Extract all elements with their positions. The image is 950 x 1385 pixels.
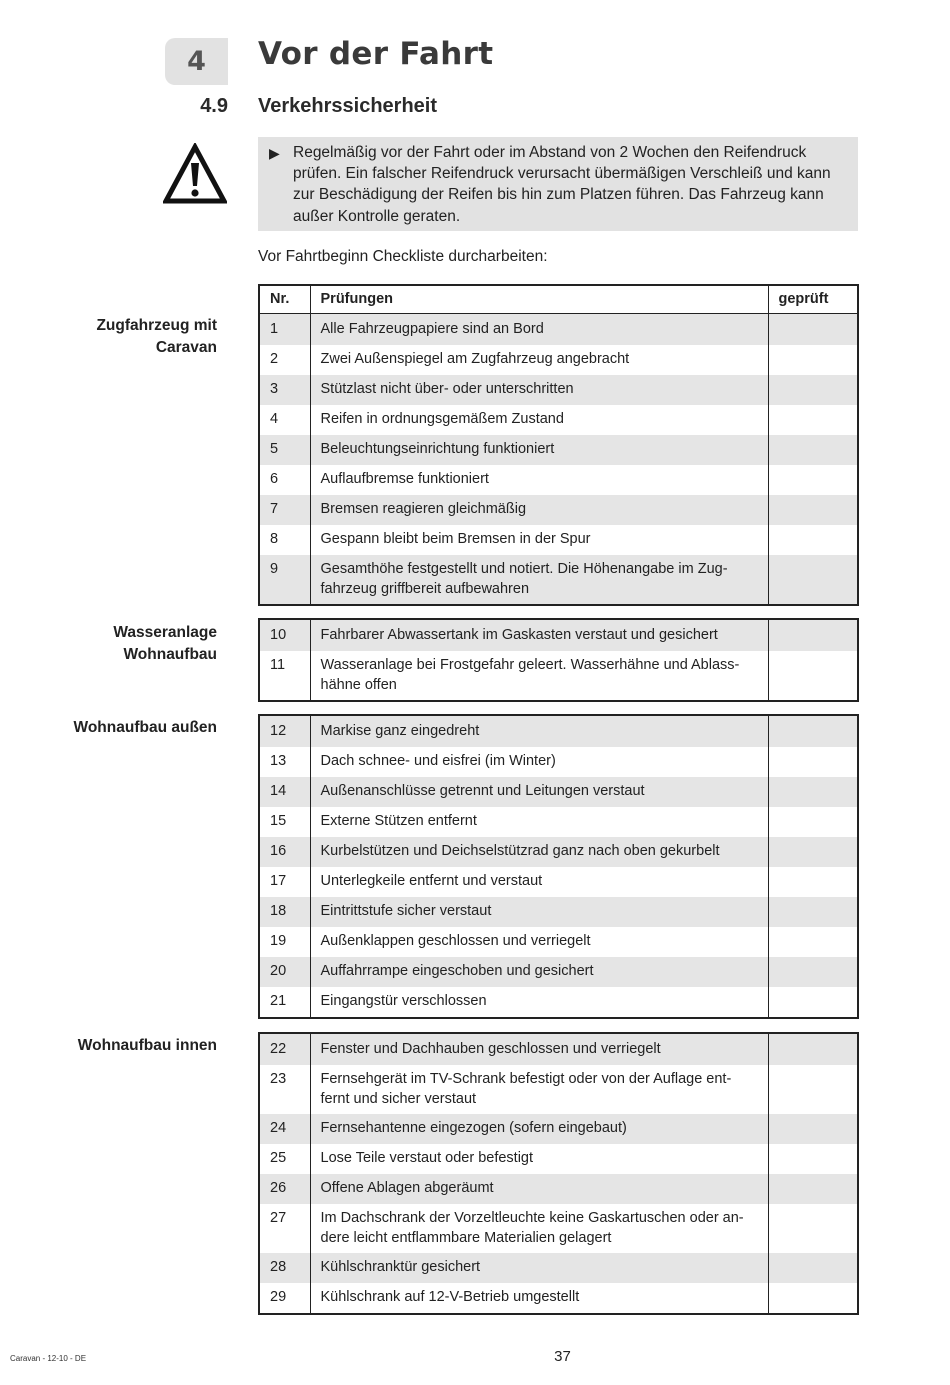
row-checked-cell[interactable]	[768, 1283, 858, 1314]
row-checked-cell[interactable]	[768, 619, 858, 651]
row-number: 16	[259, 837, 310, 867]
row-checked-cell[interactable]	[768, 1253, 858, 1283]
checklist-row	[259, 435, 858, 465]
row-number: 14	[259, 777, 310, 807]
group-label-water: Wasseranlage Wohnaufbau	[113, 624, 217, 663]
warning-text: Regelmäßig vor der Fahrt oder im Abstand von 2 Wochen den Reifendruck prüfen. Ein falscher Reifendruck verursacht übermäßigen Verschleiß und kann zur Beschädigung der Reifen bis hin zum Platzen führen. Das Fahrzeug kann außer Kontrolle geraten.	[293, 144, 831, 225]
row-check-text: Lose Teile verstaut oder befestigt	[310, 1144, 768, 1174]
checklist-row	[259, 465, 858, 495]
row-checked-cell[interactable]	[768, 747, 858, 777]
row-number: 13	[259, 747, 310, 777]
row-number: 17	[259, 867, 310, 897]
checklist-table-water	[258, 618, 859, 702]
row-number: 1	[259, 314, 310, 346]
row-check-text: Dach schnee- und eisfrei (im Winter)	[310, 747, 768, 777]
warning-box	[258, 137, 858, 231]
row-number: 29	[259, 1283, 310, 1314]
checklist-row	[259, 807, 858, 837]
checklist-row	[259, 1204, 858, 1253]
row-checked-cell[interactable]	[768, 987, 858, 1018]
row-number: 26	[259, 1174, 310, 1204]
row-checked-cell[interactable]	[768, 777, 858, 807]
row-checked-cell[interactable]	[768, 375, 858, 405]
checklist-row	[259, 1174, 858, 1204]
checklist-row	[259, 314, 858, 346]
bullet-arrow-icon: ▶	[269, 145, 280, 161]
row-checked-cell[interactable]	[768, 465, 858, 495]
checklist-row	[259, 837, 858, 867]
row-number: 7	[259, 495, 310, 525]
row-check-text: Fenster und Dachhauben geschlossen und verriegelt	[310, 1033, 768, 1065]
page-number: 37	[554, 1348, 571, 1365]
row-checked-cell[interactable]	[768, 555, 858, 605]
checklist-row	[259, 987, 858, 1018]
row-check-text: Außenklappen geschlossen und verriegelt	[310, 927, 768, 957]
row-check-text: Markise ganz eingedreht	[310, 715, 768, 747]
checklist-table-towing	[258, 284, 859, 606]
row-check-text: Auflaufbremse funktioniert	[310, 465, 768, 495]
row-number: 20	[259, 957, 310, 987]
row-number: 15	[259, 807, 310, 837]
checklist-intro: Vor Fahrtbeginn Checkliste durcharbeiten:	[258, 248, 548, 265]
row-check-text: Eingangstür verschlossen	[310, 987, 768, 1018]
checklist-row	[259, 345, 858, 375]
row-number: 28	[259, 1253, 310, 1283]
row-number: 24	[259, 1114, 310, 1144]
row-checked-cell[interactable]	[768, 715, 858, 747]
row-check-text: Beleuchtungseinrichtung funktioniert	[310, 435, 768, 465]
checklist-row	[259, 957, 858, 987]
row-check-text: Gespann bleibt beim Bremsen in der Spur	[310, 525, 768, 555]
checklist-row	[259, 405, 858, 435]
checklist-row	[259, 927, 858, 957]
row-check-text: Kühlschranktür gesichert	[310, 1253, 768, 1283]
checklist-row	[259, 777, 858, 807]
row-number: 23	[259, 1065, 310, 1114]
row-number: 2	[259, 345, 310, 375]
row-check-text: Wasseranlage bei Frostgefahr geleert. Wasserhähne und Ablass-hähne offen	[310, 651, 768, 701]
row-checked-cell[interactable]	[768, 495, 858, 525]
checklist-row	[259, 867, 858, 897]
checklist-row	[259, 651, 858, 701]
row-number: 18	[259, 897, 310, 927]
row-number: 11	[259, 651, 310, 701]
row-number: 3	[259, 375, 310, 405]
row-check-text: Fahrbarer Abwassertank im Gaskasten verstaut und gesichert	[310, 619, 768, 651]
row-checked-cell[interactable]	[768, 1144, 858, 1174]
checklist-row	[259, 375, 858, 405]
row-checked-cell[interactable]	[768, 405, 858, 435]
group-label-interior: Wohnaufbau innen	[77, 1037, 217, 1054]
warning-triangle-icon	[163, 143, 227, 205]
row-checked-cell[interactable]	[768, 314, 858, 346]
row-check-text: Im Dachschrank der Vorzeltleuchte keine Gaskartuschen oder an-dere leicht entflammbare Materialien gelagert	[310, 1204, 768, 1253]
row-checked-cell[interactable]	[768, 1065, 858, 1114]
checklist-row	[259, 1065, 858, 1114]
checklist-row	[259, 1144, 858, 1174]
row-checked-cell[interactable]	[768, 525, 858, 555]
checklist-row	[259, 897, 858, 927]
row-check-text: Bremsen reagieren gleichmäßig	[310, 495, 768, 525]
row-checked-cell[interactable]	[768, 897, 858, 927]
checklist-row	[259, 525, 858, 555]
row-checked-cell[interactable]	[768, 651, 858, 701]
chapter-number: 4	[165, 38, 228, 85]
checklist-row	[259, 619, 858, 651]
row-checked-cell[interactable]	[768, 1033, 858, 1065]
footer-doc-id: Caravan - 12-10 - DE	[10, 1354, 87, 1363]
row-checked-cell[interactable]	[768, 927, 858, 957]
checklist-row	[259, 747, 858, 777]
row-check-text: Stützlast nicht über- oder unterschritten	[310, 375, 768, 405]
row-number: 25	[259, 1144, 310, 1174]
row-check-text: Auffahrrampe eingeschoben und gesichert	[310, 957, 768, 987]
chapter-title: Vor der Fahrt	[258, 36, 494, 72]
row-number: 22	[259, 1033, 310, 1065]
header-checked: geprüft	[768, 285, 858, 314]
row-check-text: Zwei Außenspiegel am Zugfahrzeug angebracht	[310, 345, 768, 375]
row-checked-cell[interactable]	[768, 435, 858, 465]
row-checked-cell[interactable]	[768, 345, 858, 375]
row-check-text: Außenanschlüsse getrennt und Leitungen verstaut	[310, 777, 768, 807]
row-number: 6	[259, 465, 310, 495]
header-checks: Prüfungen	[310, 285, 768, 314]
row-check-text: Kühlschrank auf 12-V-Betrieb umgestellt	[310, 1283, 768, 1314]
row-check-text: Eintrittstufe sicher verstaut	[310, 897, 768, 927]
section-number: 4.9	[200, 95, 228, 117]
checklist-row	[259, 715, 858, 747]
checklist-table-interior	[258, 1032, 859, 1315]
header-nr: Nr.	[259, 285, 310, 314]
row-check-text: Fernsehantenne eingezogen (sofern eingebaut)	[310, 1114, 768, 1144]
group-label-exterior: Wohnaufbau außen	[73, 719, 217, 736]
row-check-text: Externe Stützen entfernt	[310, 807, 768, 837]
row-checked-cell[interactable]	[768, 1174, 858, 1204]
checklist-row	[259, 1253, 858, 1283]
row-number: 8	[259, 525, 310, 555]
row-check-text: Fernsehgerät im TV-Schrank befestigt oder von der Auflage ent-fernt und sicher verstaut	[310, 1065, 768, 1114]
row-number: 4	[259, 405, 310, 435]
row-checked-cell[interactable]	[768, 837, 858, 867]
row-number: 9	[259, 555, 310, 605]
checklist-row	[259, 1283, 858, 1314]
row-checked-cell[interactable]	[768, 1204, 858, 1253]
checklist-row	[259, 1033, 858, 1065]
row-check-text: Alle Fahrzeugpapiere sind an Bord	[310, 314, 768, 346]
row-check-text: Kurbelstützen und Deichselstützrad ganz nach oben gekurbelt	[310, 837, 768, 867]
row-number: 10	[259, 619, 310, 651]
group-label-towing: Zugfahrzeug mit Caravan	[96, 317, 217, 356]
row-check-text: Gesamthöhe festgestellt und notiert. Die Höhenangabe im Zug-fahrzeug griffbereit aufbewahren	[310, 555, 768, 605]
row-checked-cell[interactable]	[768, 1114, 858, 1144]
row-check-text: Offene Ablagen abgeräumt	[310, 1174, 768, 1204]
row-checked-cell[interactable]	[768, 957, 858, 987]
checklist-table-exterior	[258, 714, 859, 1019]
row-number: 12	[259, 715, 310, 747]
row-number: 21	[259, 987, 310, 1018]
row-number: 19	[259, 927, 310, 957]
section-title: Verkehrssicherheit	[258, 95, 437, 117]
checklist-row	[259, 1114, 858, 1144]
row-number: 27	[259, 1204, 310, 1253]
row-checked-cell[interactable]	[768, 867, 858, 897]
row-number: 5	[259, 435, 310, 465]
row-checked-cell[interactable]	[768, 807, 858, 837]
row-check-text: Reifen in ordnungsgemäßem Zustand	[310, 405, 768, 435]
checklist-row	[259, 555, 858, 605]
row-check-text: Unterlegkeile entfernt und verstaut	[310, 867, 768, 897]
checklist-row	[259, 495, 858, 525]
